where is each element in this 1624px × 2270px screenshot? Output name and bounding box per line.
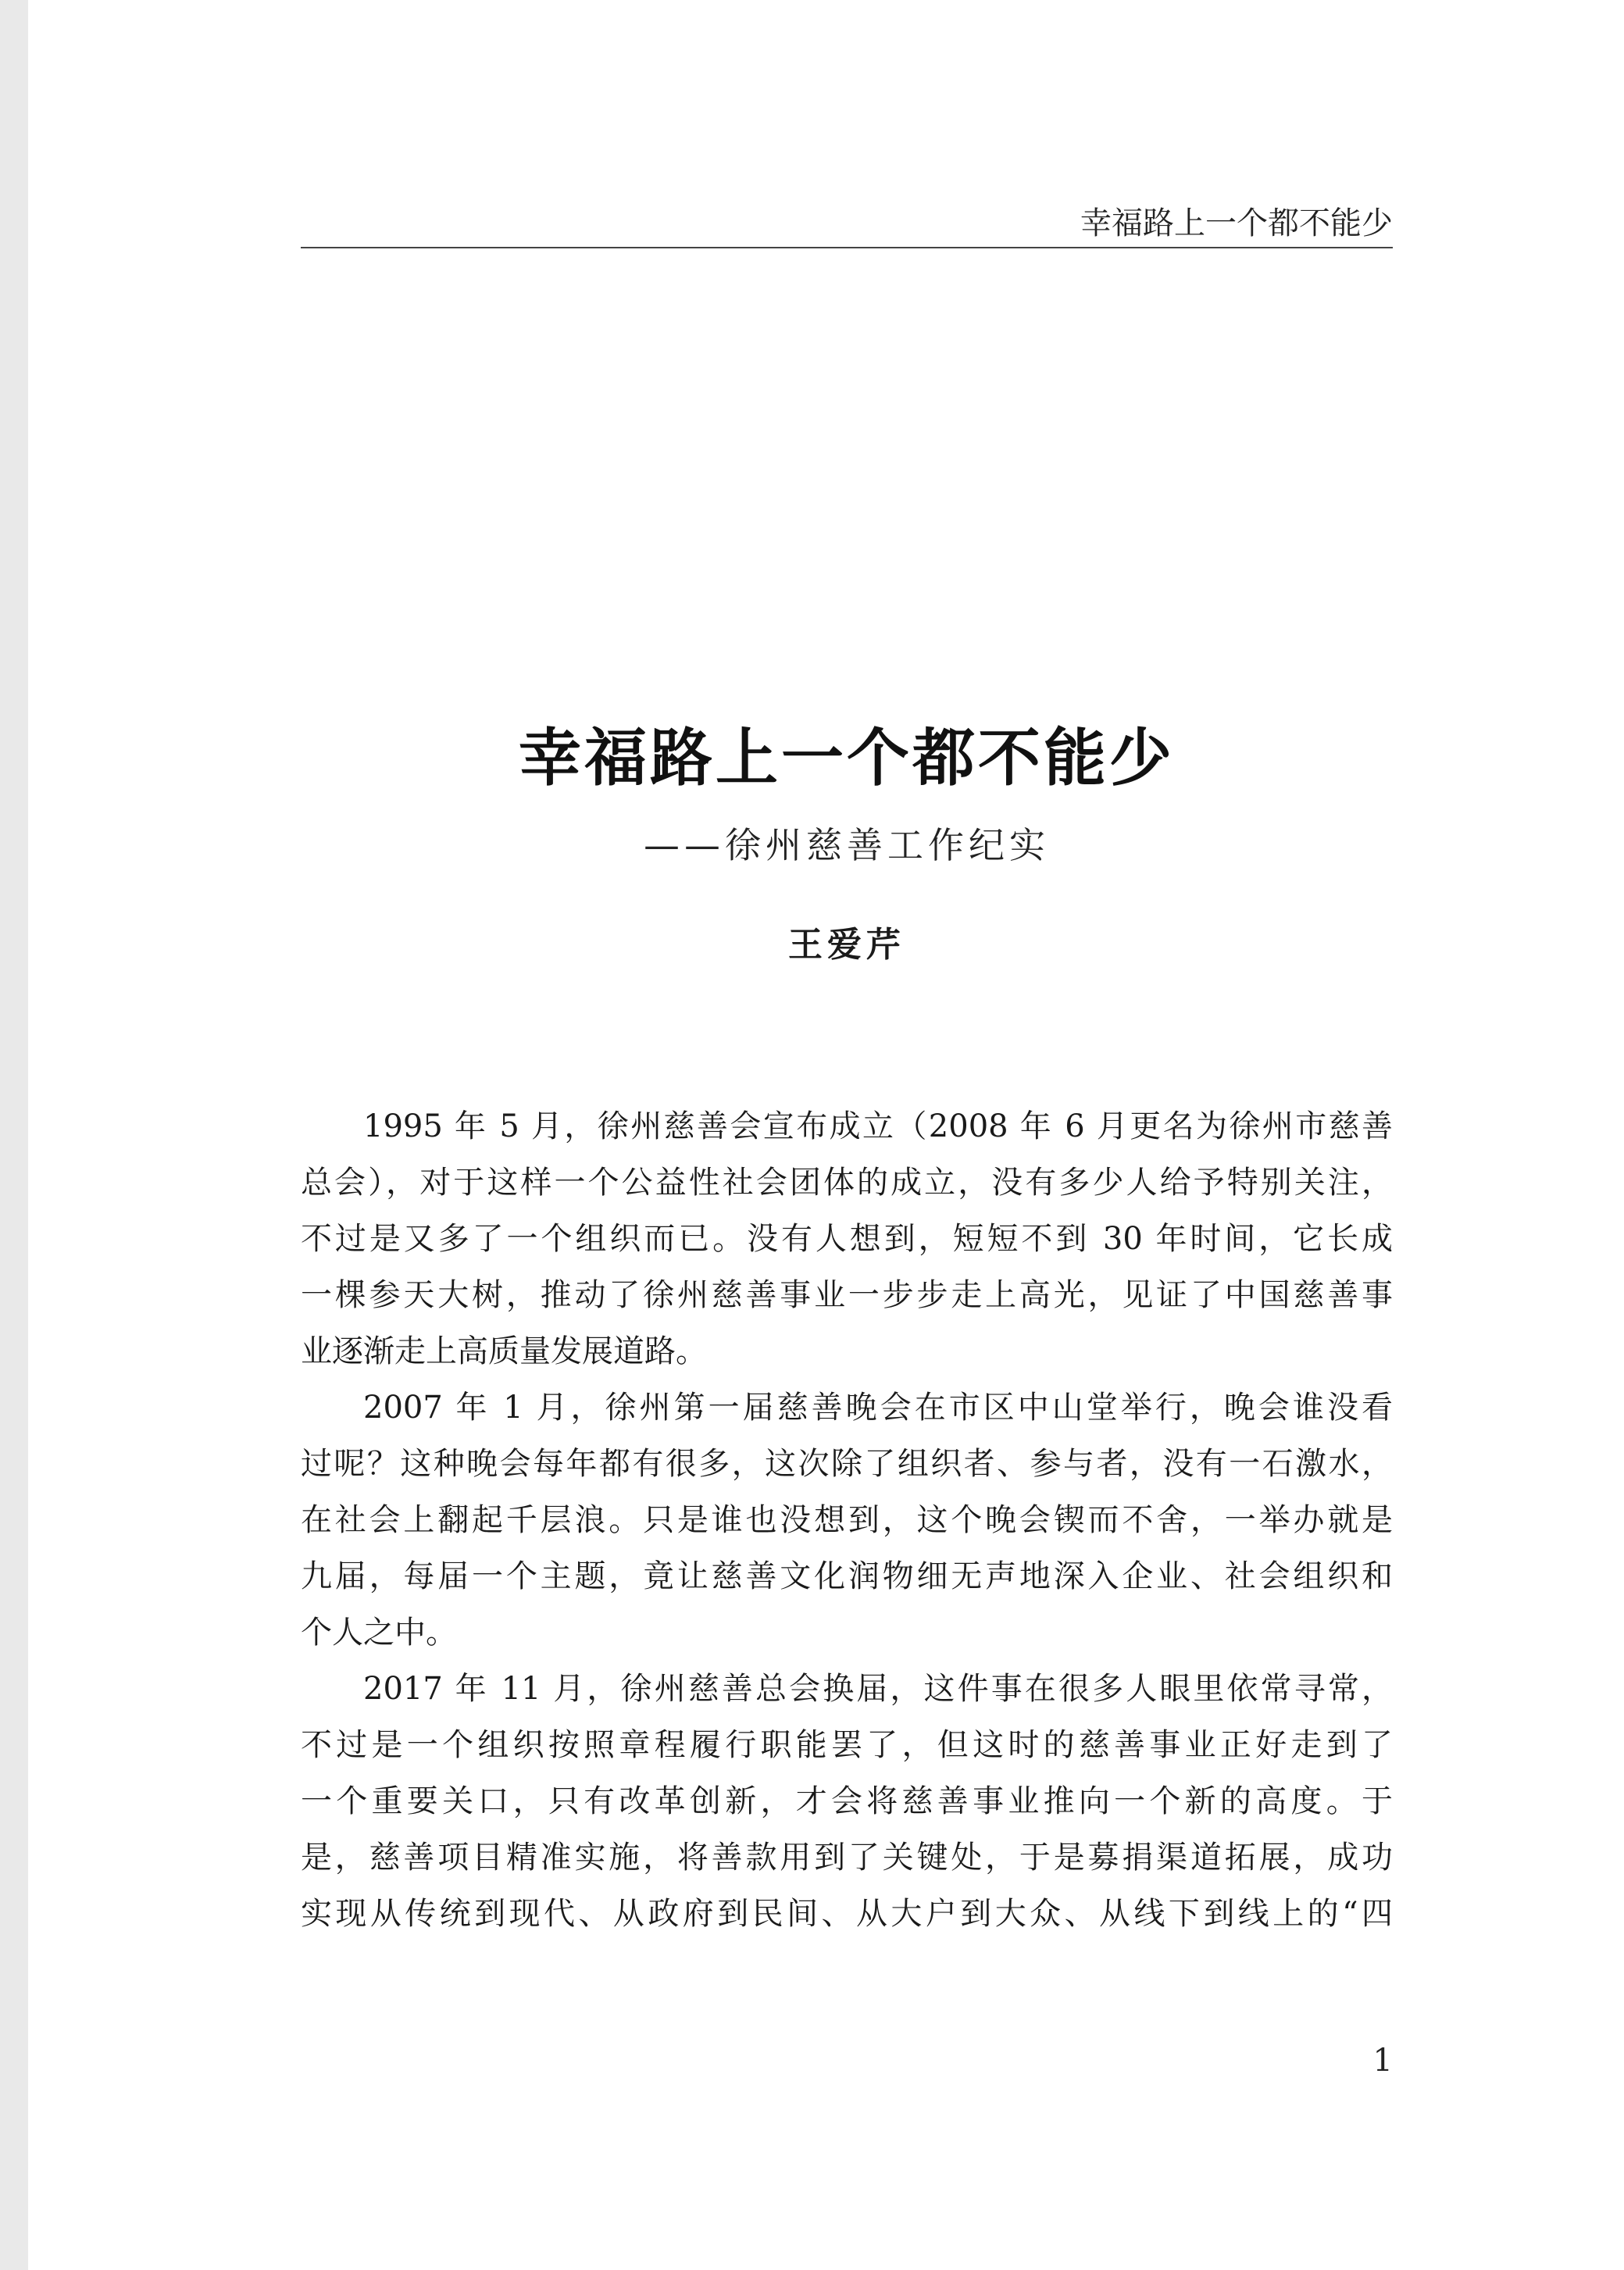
text-line: 2017 年 11 月，徐州慈善总会换届，这件事在很多人眼里依常寻常， bbox=[363, 1671, 1393, 1707]
text-line: 2007 年 1 月，徐州第一届慈善晚会在市区中山堂举行，晚会谁没看 bbox=[363, 1390, 1393, 1426]
text-line: 个人之中。 bbox=[301, 1615, 457, 1651]
paragraph bbox=[301, 1098, 1393, 1379]
article-title: 幸福路上一个都不能少 bbox=[519, 721, 1175, 794]
text-line: 一棵参天大树，推动了徐州慈善事业一步步走上高光，见证了中国慈善事 bbox=[301, 1277, 1393, 1313]
text-line: 九届，每届一个主题，竟让慈善文化润物细无声地深入企业、社会组织和 bbox=[301, 1558, 1393, 1594]
header-rule bbox=[301, 247, 1393, 248]
running-header: 幸福路上一个都不能少 bbox=[1080, 205, 1393, 241]
paragraph bbox=[301, 1661, 1393, 1942]
text-line: 过呢？这种晚会每年都有很多，这次除了组织者、参与者，没有一石激水， bbox=[301, 1446, 1393, 1482]
article-author: 王爱芹 bbox=[788, 925, 905, 965]
text-line: 业逐渐走上高质量发展道路。 bbox=[301, 1333, 707, 1369]
text-line: 实现从传统到现代、从政府到民间、从大户到大众、从线下到线上的“四 bbox=[301, 1896, 1393, 1932]
text-line: 是，慈善项目精准实施，将善款用到了关键处，于是募捐渠道拓展，成功 bbox=[301, 1840, 1393, 1876]
paragraph bbox=[301, 1379, 1393, 1661]
text-line: 在社会上翻起千层浪。只是谁也没想到，这个晚会锲而不舍，一举办就是 bbox=[301, 1502, 1393, 1538]
article-subtitle: ——徐州慈善工作纪实 bbox=[644, 824, 1050, 866]
article-body bbox=[301, 1098, 1393, 1942]
page-number: 1 bbox=[1372, 2043, 1393, 2079]
text-line: 1995 年 5 月，徐州慈善会宣布成立（2008 年 6 月更名为徐州市慈善 bbox=[363, 1108, 1393, 1144]
text-line: 一个重要关口，只有改革创新，才会将慈善事业推向一个新的高度。于 bbox=[301, 1783, 1393, 1819]
text-line: 总会），对于这样一个公益性社会团体的成立，没有多少人给予特别关注， bbox=[301, 1165, 1393, 1201]
page-edge-shadow bbox=[0, 0, 28, 2270]
text-line: 不过是一个组织按照章程履行职能罢了，但这时的慈善事业正好走到了 bbox=[301, 1727, 1393, 1763]
text-line: 不过是又多了一个组织而已。没有人想到，短短不到 30 年时间，它长成 bbox=[301, 1221, 1393, 1257]
